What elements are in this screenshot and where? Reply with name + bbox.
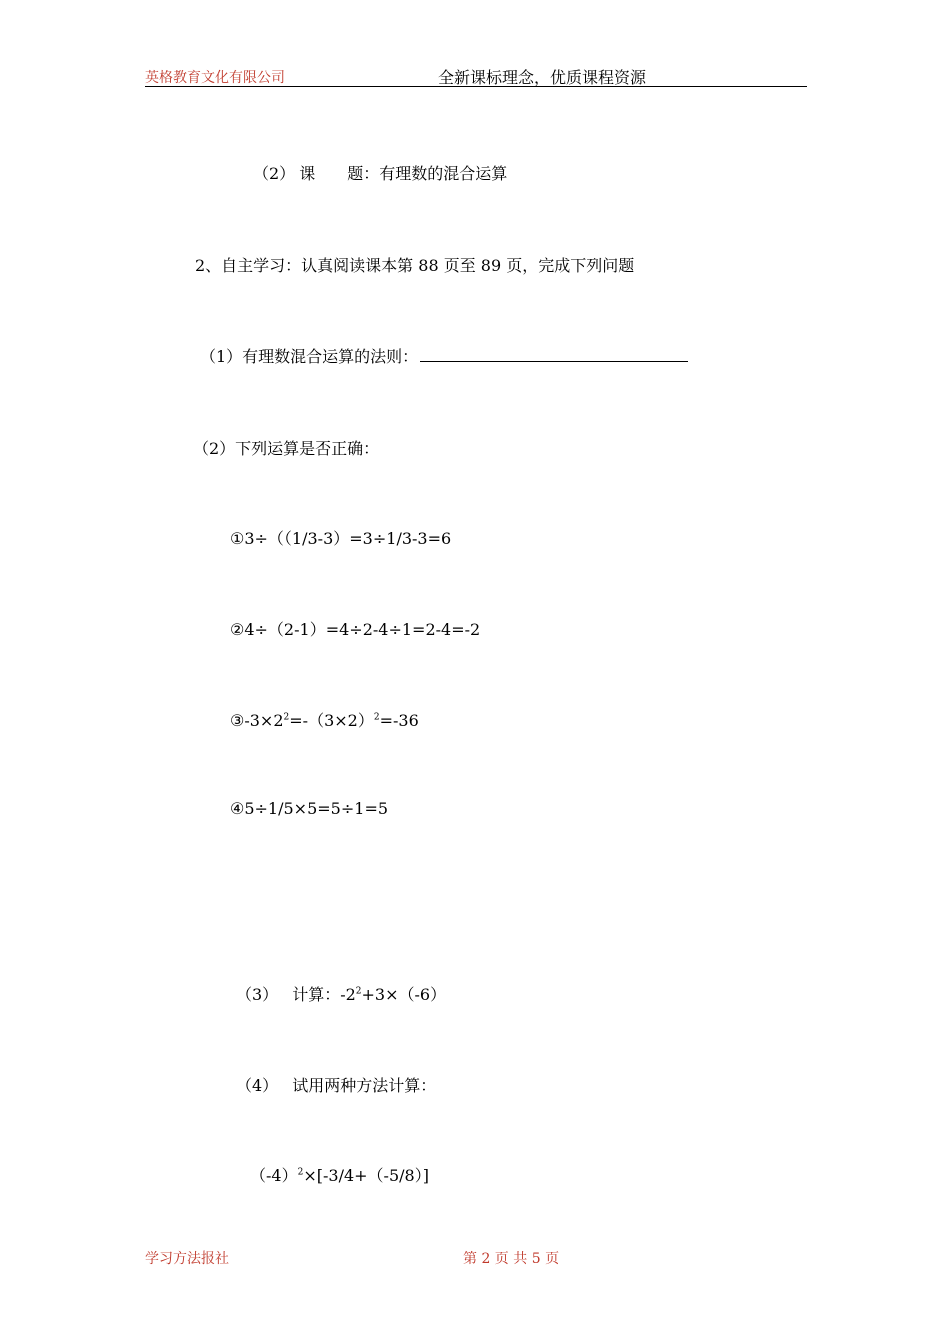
item-3-exponent-1: 2	[283, 712, 290, 723]
expression-part-b: ×[-3/4+（-5/8）]	[303, 1166, 429, 1185]
header-slogan: 全新课标理念，优质课程资源	[438, 68, 647, 87]
item-4: ④5÷1/5×5=5÷1=5	[230, 799, 389, 818]
question-4	[236, 1073, 436, 1096]
topic-text: 有理数的混合运算	[379, 164, 508, 183]
item-1: ①3÷（（1/3-3）=3÷1/3-3=6	[230, 529, 452, 548]
expression-part-a: （-4）	[250, 1166, 298, 1185]
question-1-text: （1）有理数混合运算的法则：	[200, 347, 419, 366]
topic-number: （2）	[253, 164, 296, 183]
item-3-part-a: ③-3×2	[230, 711, 284, 730]
item-2: ②4÷（2-1）=4÷2-4÷1=2-4=-2	[230, 620, 481, 639]
item-3-part-c: =-36	[379, 711, 419, 730]
question-4-number: （4）	[236, 1076, 279, 1095]
question-2: （2）下列运算是否正确：	[193, 439, 380, 458]
footer-publisher: 学习方法报社	[145, 1251, 229, 1267]
expression-exponent: 2	[297, 1167, 304, 1178]
question-3-part-a: 计算：-2	[292, 985, 356, 1004]
topic-label: 课 题：	[299, 164, 380, 183]
question-4-expression	[250, 1163, 429, 1186]
item-3-part-b: =-（3×2）	[289, 711, 374, 730]
item-3	[230, 708, 419, 731]
self-study-instruction: 2、自主学习：认真阅读课本第 88 页至 89 页，完成下列问题	[195, 256, 635, 275]
question-1	[200, 344, 688, 367]
question-3-part-b: +3×（-6）	[361, 985, 447, 1004]
footer-page-number: 第 2 页 共 5 页	[463, 1251, 560, 1267]
header-divider	[145, 86, 807, 87]
topic-line	[253, 161, 507, 184]
answer-blank[interactable]	[420, 347, 688, 362]
company-name: 英格教育文化有限公司	[145, 70, 285, 86]
question-3-number: （3）	[236, 985, 279, 1004]
item-3-exponent-2: 2	[373, 712, 380, 723]
question-3	[236, 982, 446, 1005]
question-3-exponent: 2	[355, 986, 362, 997]
question-4-text: 试用两种方法计算：	[292, 1076, 437, 1095]
